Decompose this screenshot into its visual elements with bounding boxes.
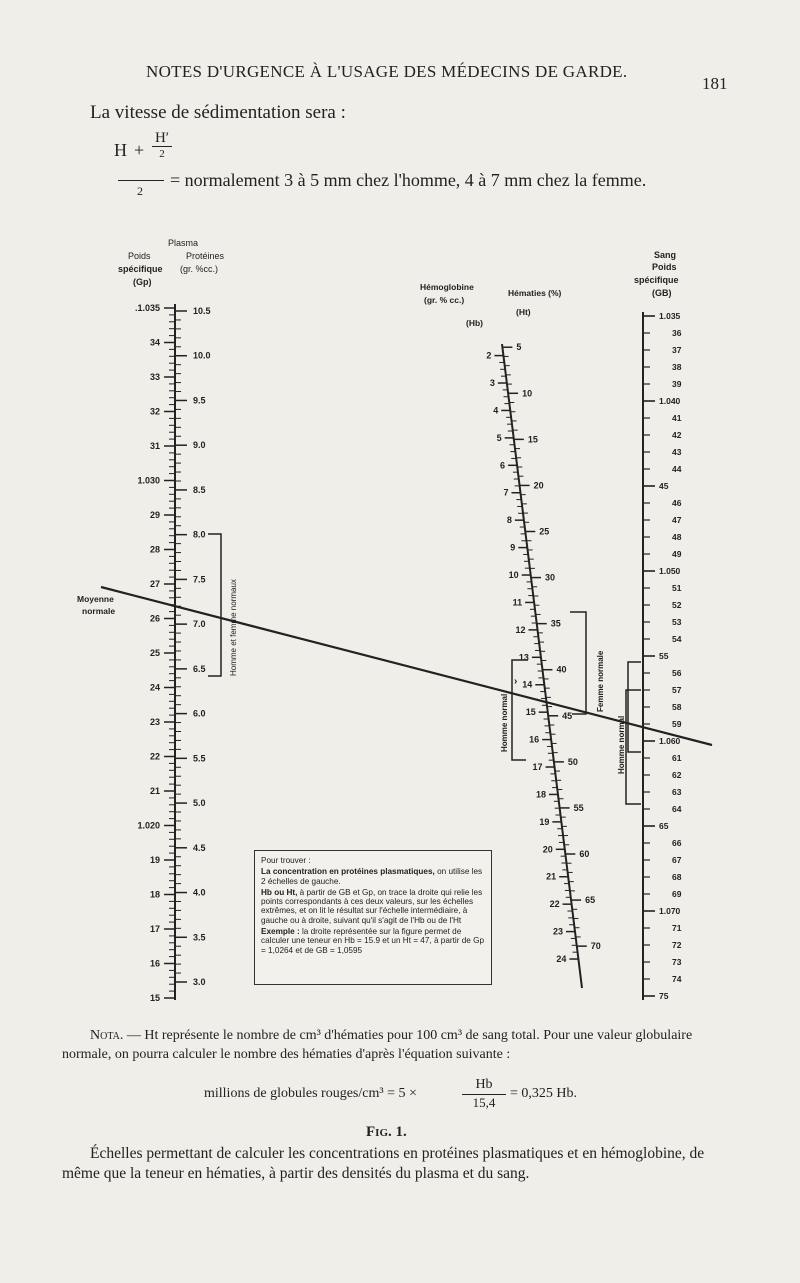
ht-title-line: Hématies (%) <box>508 288 562 298</box>
gb-tick-label: 53 <box>672 617 682 627</box>
gp-tick-label: 32 <box>149 406 160 417</box>
hb-tick-label: 14 <box>522 679 533 690</box>
gb-tick-label: 1.035 <box>659 311 681 321</box>
gb-tick-label: 46 <box>672 498 682 508</box>
protein-tick-label: 5.0 <box>193 798 206 809</box>
protein-tick-label: 9.5 <box>193 395 206 406</box>
femme-bracket-label: Femme normale <box>596 650 605 712</box>
middle-scale-axis <box>502 344 582 988</box>
gp-tick-label: 17 <box>149 924 160 934</box>
gp-tick-label: 21 <box>149 786 160 796</box>
gb-tick-label: 51 <box>672 583 682 593</box>
gp-title-line: (Gp) <box>133 277 152 287</box>
ht-tick-label: 10 <box>522 388 533 399</box>
left-bracket <box>208 534 221 676</box>
protein-tick-label: 6.5 <box>193 663 206 674</box>
nota-text: — Ht représente le nombre de cm³ d'hématies pour 100 cm³ de sang total. Pour une valeur globulaire normale, on pourra calculer le nombre des hématies d'après l'équation suivante : <box>62 1028 693 1062</box>
plasma-title <box>168 238 225 274</box>
hb-tick-label: 6 <box>500 460 506 471</box>
hb-tick-label: 13 <box>518 652 529 663</box>
hb-tick-label: 9 <box>510 542 516 553</box>
hb-tick-label: 10 <box>508 570 519 581</box>
gb-tick-label: 59 <box>672 719 682 729</box>
gb-tick-label: 75 <box>659 991 669 1001</box>
gb-tick-label: 37 <box>672 345 682 355</box>
gb-tick-label: 64 <box>672 804 682 814</box>
gp-tick-label: 31 <box>149 441 160 451</box>
hb-tick-label: 21 <box>546 871 557 882</box>
gp-tick-label: 25 <box>149 648 160 658</box>
plasma-title-line: (gr. %cc.) <box>180 264 219 274</box>
figure-caption: Échelles permettant de calculer les concentrations en protéines plasmatiques et en hémoglobine, de même que la teneur en hématies, à partir des densités du plasma et du sang. <box>62 1145 705 1182</box>
arrow-mark-left: › <box>514 676 518 687</box>
protein-tick-label: 10.0 <box>193 350 211 361</box>
hb-tick-label: 2 <box>486 350 492 361</box>
gb-tick-label: 69 <box>672 889 682 899</box>
gb-title-line: (GB) <box>652 288 672 298</box>
gb-tick-label: 44 <box>672 464 682 474</box>
note-paragraph-2 <box>261 888 485 925</box>
gp-title-line: spécifique <box>118 264 163 274</box>
protein-tick-label: 4.5 <box>193 842 206 853</box>
gb-title <box>634 250 679 298</box>
protein-tick-label: 3.5 <box>193 932 206 943</box>
ht-tick-label: 20 <box>533 480 544 491</box>
ht-tick-label: 30 <box>545 572 556 583</box>
hb-title-line: (gr. % cc.) <box>424 295 465 305</box>
protein-tick-label: 9.0 <box>193 440 206 451</box>
equation-numerator: Hb <box>462 1076 506 1095</box>
ht-tick-label: 35 <box>550 618 561 629</box>
gb-tick-label: 52 <box>672 600 682 610</box>
gb-tick-label: 66 <box>672 838 682 848</box>
ht-tick-label: 60 <box>579 848 590 859</box>
nota-paragraph <box>62 1026 738 1064</box>
gb-tick-label: 1.040 <box>659 396 681 406</box>
gb-title-line: Poids <box>652 262 677 272</box>
hb-tick-label: 22 <box>549 899 560 910</box>
gb-tick-label: 1.070 <box>659 906 681 916</box>
gb-title-line: Sang <box>654 250 677 260</box>
hb-tick-label: 12 <box>515 624 526 635</box>
gb-tick-label: 42 <box>672 430 682 440</box>
gp-tick-label: .1.035 <box>134 303 160 313</box>
gb-tick-label: 73 <box>672 957 682 967</box>
gb-tick-label: 39 <box>672 379 682 389</box>
hb-title <box>420 282 483 328</box>
formula-denominator: 2 <box>137 184 143 198</box>
plasma-title-line: Protéines <box>186 251 225 261</box>
gp-tick-label: 27 <box>149 579 160 589</box>
formula-result: = normalement 3 à 5 mm chez l'homme, 4 à 7 mm chez la femme. <box>170 170 647 190</box>
intro-sentence: La vitesse de sédimentation sera : <box>90 102 346 123</box>
protein-tick-label: 3.0 <box>193 977 206 987</box>
homme-bracket-label: Homme normal <box>500 693 509 752</box>
hb-tick-label: 15 <box>525 707 536 718</box>
gp-tick-label: 26 <box>149 613 160 624</box>
protein-scale <box>175 306 211 987</box>
ht-tick-label: 65 <box>585 895 596 906</box>
ht-tick-label: 45 <box>562 710 573 721</box>
gb-tick-label: 65 <box>659 821 669 831</box>
hb-tick-label: 18 <box>535 789 546 800</box>
formula-h: H <box>114 140 127 160</box>
protein-tick-label: 6.0 <box>193 708 206 719</box>
note-p1-bold: La concentration en protéines plasmatiques, <box>261 867 435 877</box>
ht-tick-label: 5 <box>516 342 522 353</box>
gp-title <box>118 251 163 287</box>
gp-tick-label: 16 <box>149 958 160 969</box>
gp-tick-label: 19 <box>149 855 160 865</box>
gb-tick-label: 45 <box>659 481 669 491</box>
ht-tick-label: 50 <box>567 756 578 767</box>
protein-tick-label: 7.0 <box>193 619 206 630</box>
gp-tick-label: 18 <box>149 889 160 900</box>
moyenne-line: normale <box>82 606 116 616</box>
note-p3-rest: la droite représentée sur la figure permet de calculer une teneur en Hb = 15.9 et un Ht = 47, à partir de Gp = 1,0264 et de GB = 1,0595 <box>261 927 485 955</box>
gp-tick-label: 15 <box>149 993 160 1003</box>
gp-tick-label: 24 <box>149 682 160 693</box>
figure-label: Fig. 1. <box>366 1124 407 1140</box>
page-number: 181 <box>702 74 728 93</box>
protein-tick-label: 5.5 <box>193 753 206 764</box>
equation-denominator: 15,4 <box>472 1095 496 1110</box>
note-paragraph-3 <box>261 927 485 955</box>
ht-tick-label: 70 <box>590 941 601 952</box>
gp-tick-label: 29 <box>149 510 160 520</box>
protein-tick-label: 8.0 <box>193 529 206 540</box>
gb-tick-label: 47 <box>672 515 682 525</box>
formula-hprime: H′ <box>154 130 170 146</box>
note-title: Pour trouver : <box>261 856 311 865</box>
gp-tick-label: 33 <box>149 372 160 382</box>
gb-tick-label: 1.050 <box>659 566 681 576</box>
gp-tick-label: 1.030 <box>137 475 160 486</box>
gb-tick-label: 74 <box>672 974 682 984</box>
gb-tick-label: 72 <box>672 940 682 950</box>
hb-tick-label: 24 <box>556 954 567 965</box>
protein-tick-label: 8.5 <box>193 484 206 495</box>
note-paragraph-1 <box>261 867 485 886</box>
femme-bracket <box>570 612 586 714</box>
protein-tick-label: 4.0 <box>193 887 206 898</box>
ht-tick-label: 25 <box>539 526 550 537</box>
formula-inner-denominator: 2 <box>152 146 172 161</box>
hb-tick-label: 23 <box>552 926 563 937</box>
gb-tick-label: 56 <box>672 668 682 678</box>
gb-tick-label: 71 <box>672 923 682 933</box>
moyenne-normale-label <box>77 594 115 616</box>
gb-tick-label: 48 <box>672 532 682 542</box>
gb-tick-label: 62 <box>672 770 682 780</box>
gp-title-line: Poids <box>128 251 151 261</box>
moyenne-line: Moyenne <box>77 594 114 604</box>
gp-tick-label: 1.020 <box>137 820 160 831</box>
ht-tick-label: 15 <box>527 434 538 445</box>
hb-tick-label: 4 <box>493 405 499 416</box>
nota-label: Nota. <box>90 1028 124 1043</box>
gb-tick-label: 38 <box>672 362 682 372</box>
ht-title-line: (Ht) <box>516 307 531 317</box>
equation-fraction <box>462 1076 506 1111</box>
gb-scale <box>643 311 682 1001</box>
running-head: NOTES D'URGENCE À L'USAGE DES MÉDECINS DE GARDE. <box>146 62 628 81</box>
gb-tick-label: 58 <box>672 702 682 712</box>
note-p2-bold: Hb ou Ht, <box>261 887 298 897</box>
gp-scale <box>135 303 175 1003</box>
left-bracket-label: Homme et femme normaux <box>229 579 238 676</box>
gb-tick-label: 54 <box>672 634 682 644</box>
ht-tick-label: 55 <box>573 802 584 813</box>
hb-tick-label: 20 <box>542 844 553 855</box>
gb-tick-label: 43 <box>672 447 682 457</box>
note-p2-rest: à partir de GB et Gp, on trace la droite qui relie les points correspondants à ces deux valeurs, sur les échelles extrêmes, et on lit le résultat sur l'échelle intermédiaire, à gauche ou à droite, suivant qu'il s'agit de l'Hb ou de l'Ht <box>261 887 483 925</box>
gb-tick-label: 41 <box>672 413 682 423</box>
plasma-title-line: Plasma <box>168 238 199 248</box>
formula-plus: + <box>134 140 145 160</box>
gp-tick-label: 22 <box>149 751 160 762</box>
hb-tick-label: 17 <box>532 762 543 773</box>
gb-tick-label: 63 <box>672 787 682 797</box>
hb-tick-label: 5 <box>496 432 502 443</box>
gb-tick-label: 68 <box>672 872 682 882</box>
gb-tick-label: 55 <box>659 651 669 661</box>
hb-tick-label: 3 <box>489 378 495 389</box>
protein-tick-label: 7.5 <box>193 574 206 585</box>
ht-title <box>508 288 562 317</box>
hb-title-line: (Hb) <box>466 318 483 328</box>
equation-right: = 0,325 Hb. <box>510 1086 578 1101</box>
gp-tick-label: 34 <box>149 337 160 348</box>
hb-tick-label: 11 <box>512 597 523 608</box>
instruction-box <box>254 850 492 985</box>
gb-tick-label: 57 <box>672 685 682 695</box>
gb-tick-label: 49 <box>672 549 682 559</box>
hb-tick-label: 16 <box>529 734 540 745</box>
equation-left: millions de globules rouges/cm³ = 5 × <box>204 1086 417 1101</box>
note-p1-rest: on utilise les 2 échelles de gauche. <box>261 867 483 886</box>
homme-right-bracket-label: Homme normal <box>617 715 626 774</box>
femme-right-bracket <box>628 662 641 752</box>
gb-tick-label: 67 <box>672 855 682 865</box>
gb-title-line: spécifique <box>634 275 679 285</box>
gb-tick-label: 61 <box>672 753 682 763</box>
gb-tick-label: 1.060 <box>659 736 681 746</box>
note-p3-bold: Exemple : <box>261 927 300 937</box>
hb-tick-label: 8 <box>506 515 512 526</box>
hb-tick-label: 19 <box>539 816 550 827</box>
protein-tick-label: 10.5 <box>193 306 211 316</box>
hb-title-line: Hémoglobine <box>420 282 474 292</box>
ht-tick-label: 40 <box>556 664 567 675</box>
gb-tick-label: 36 <box>672 328 682 338</box>
gp-tick-label: 23 <box>149 717 160 727</box>
hb-tick-label: 7 <box>503 487 509 498</box>
gp-tick-label: 28 <box>149 544 160 555</box>
